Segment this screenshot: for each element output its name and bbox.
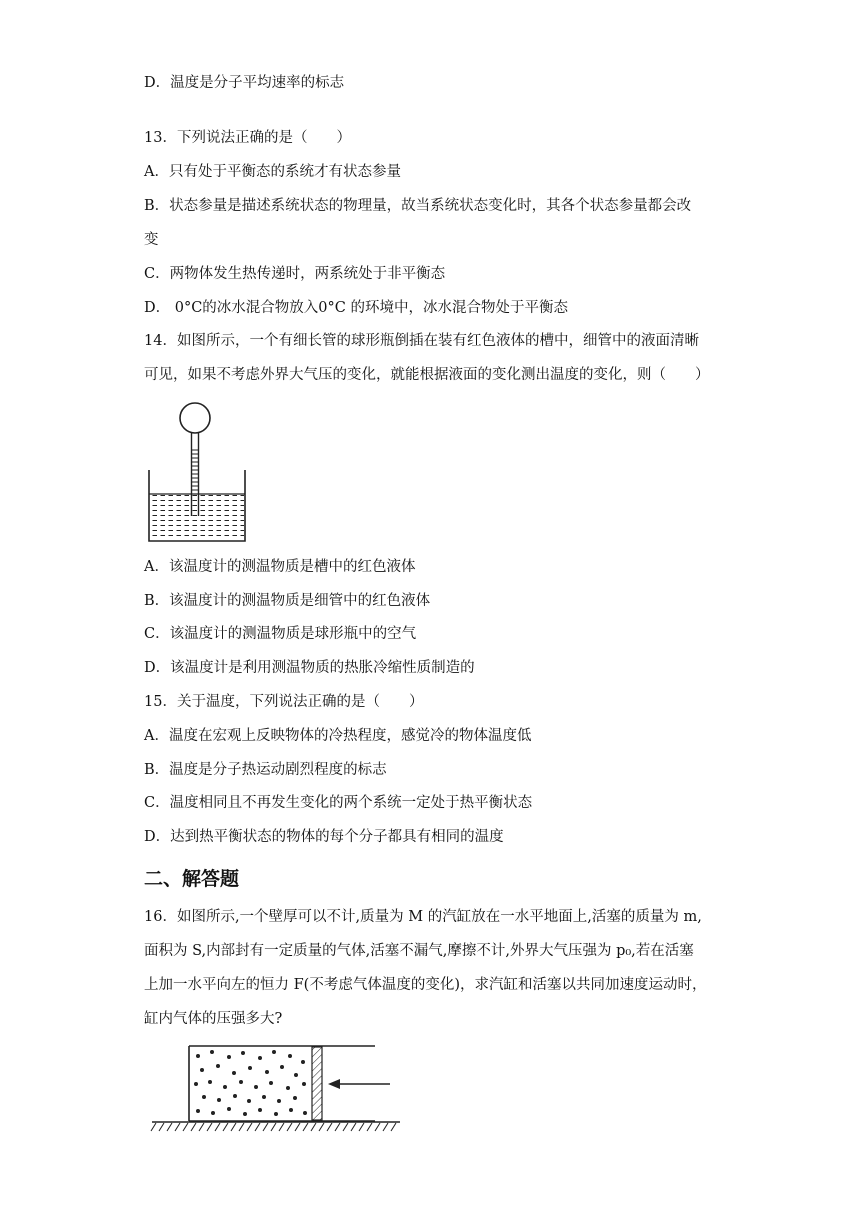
q13-option-b-line2: 变	[144, 232, 159, 248]
q15-stem: 15．关于温度，下列说法正确的是（ ）	[144, 694, 424, 710]
q13-option-c: C．两物体发生热传递时，两系统处于非平衡态	[144, 266, 446, 282]
q14-option-d: D．该温度计是利用测温物质的热胀冷缩性质制造的	[144, 660, 475, 676]
q16-line3: 上加一水平向左的恒力 F(不考虑气体温度的变化)，求汽缸和活塞以共同加速度运动时，	[144, 977, 707, 993]
q14-stem-line2: 可见，如果不考虑外界大气压的变化，就能根据液面的变化测出温度的变化，则（ ）	[144, 367, 710, 383]
q12-option-d: D．温度是分子平均速率的标志	[144, 75, 345, 91]
q16-line1: 16．如图所示,一个壁厚可以不计,质量为 M 的汽缸放在一水平地面上,活塞的质量为 m,	[144, 909, 702, 925]
cylinder-piston-figure	[150, 1042, 402, 1136]
q16-line4: 缸内气体的压强多大?	[144, 1011, 283, 1027]
q14-stem-line1: 14．如图所示，一个有细长管的球形瓶倒插在装有红色液体的槽中，细管中的液面清晰	[144, 333, 699, 349]
q13-option-d: D． 0°C的冰水混合物放入0°C 的环境中，冰水混合物处于平衡态	[144, 300, 568, 316]
q13-option-a: A．只有处于平衡态的系统才有状态参量	[144, 164, 401, 180]
section-heading: 二、解答题	[144, 868, 240, 890]
q13-option-b-line1: B．状态参量是描述系统状态的物理量，故当系统状态变化时，其各个状态参量都会改	[144, 198, 692, 214]
q14-option-b: B．该温度计的测温物质是细管中的红色液体	[144, 593, 431, 609]
q15-option-d: D．达到热平衡状态的物体的每个分子都具有相同的温度	[144, 829, 504, 845]
q15-option-b: B．温度是分子热运动剧烈程度的标志	[144, 762, 387, 778]
q14-option-a: A．该温度计的测温物质是槽中的红色液体	[144, 559, 416, 575]
q15-option-c: C．温度相同且不再发生变化的两个系统一定处于热平衡状态	[144, 795, 533, 811]
q14-option-c: C．该温度计的测温物质是球形瓶中的空气	[144, 626, 417, 642]
q13-stem: 13．下列说法正确的是（ ）	[144, 130, 351, 146]
q16-line2: 面积为 S,内部封有一定质量的气体,活塞不漏气,摩擦不计,外界大气压强为 p₀,若在活塞	[144, 943, 694, 959]
thermometer-figure	[144, 398, 250, 544]
q15-option-a: A．温度在宏观上反映物体的冷热程度，感觉冷的物体温度低	[144, 728, 532, 744]
